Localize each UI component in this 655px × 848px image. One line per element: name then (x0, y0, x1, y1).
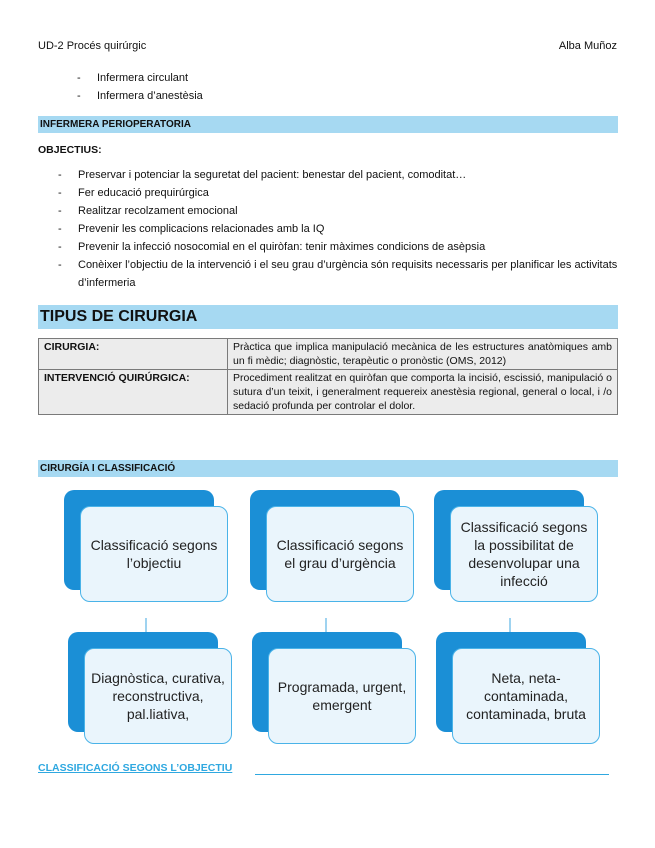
definition-cell: Pràctica que implica manipulació mecànica de les estructures anatòmiques amb un fi mèdic; diagnòstic, terapèutic o pronòstic (OMS, 2012) (228, 339, 618, 370)
header-author: Alba Muñoz (558, 40, 617, 52)
table-row (39, 370, 618, 415)
list-item: - Infermera d’anestèsia (77, 87, 577, 105)
list-item: - Infermera circulant (77, 69, 577, 87)
heading-underline-rule (255, 774, 609, 775)
section-heading-classificacio-objectiu[interactable]: CLASSIFICACIÓ SEGONS L’OBJECTIU (38, 762, 233, 774)
objectius-list (58, 166, 618, 292)
objectius-label: OBJECTIUS: (38, 144, 102, 156)
header-course: UD-2 Procés quirúrgic (38, 40, 147, 52)
table-row (39, 339, 618, 370)
term-cell: CIRURGIA: (39, 339, 228, 370)
term-cell: INTERVENCIÓ QUIRÚRGICA: (39, 370, 228, 415)
list-item: - Realitzar recolzament emocional (58, 202, 618, 220)
list-item: - Fer educació prequirúrgica (58, 184, 618, 202)
section-heading-tipus-de-cirurgia: TIPUS DE CIRURGIA (38, 305, 618, 329)
list-item: - Conèixer l’objectiu de la intervenció i el seu grau d’urgència són requisits necessaris per planificar les activitats d’infermeria (58, 256, 618, 292)
list-item: - Prevenir les complicacions relacionades amb la IQ (58, 220, 618, 238)
definition-cell: Procediment realitzat en quiròfan que comporta la incisió, escissió, manipulació o sutura d’un teixit, i generalment requereix anestèsia regional, general o local, i /o sedació profunda per controlar el dolor. (228, 370, 618, 415)
intro-list (77, 69, 577, 105)
section-heading-infermera-perioperatoria: INFERMERA PERIOPERATORIA (38, 116, 618, 133)
list-item: - Prevenir la infecció nosocomial en el quiròfan: tenir màximes condicions de asèpsia (58, 238, 618, 256)
section-heading-cirurgia-classificacio: CIRURGÍA I CLASSIFICACIÓ (38, 460, 618, 477)
list-item: - Preservar i potenciar la seguretat del pacient: benestar del pacient, comoditat… (58, 166, 618, 184)
definitions-table (38, 338, 618, 415)
classification-diagram: Classificació segons l’objectiu Classificació segons el grau d’urgència Classificació segons la possibilitat de desenvolupar una infecció Diagnòstica, curativa, reconstructiva, pal.liativa, Programada, urgent, emergent Neta, neta-contaminada, contaminada, bruta (64, 490, 624, 750)
